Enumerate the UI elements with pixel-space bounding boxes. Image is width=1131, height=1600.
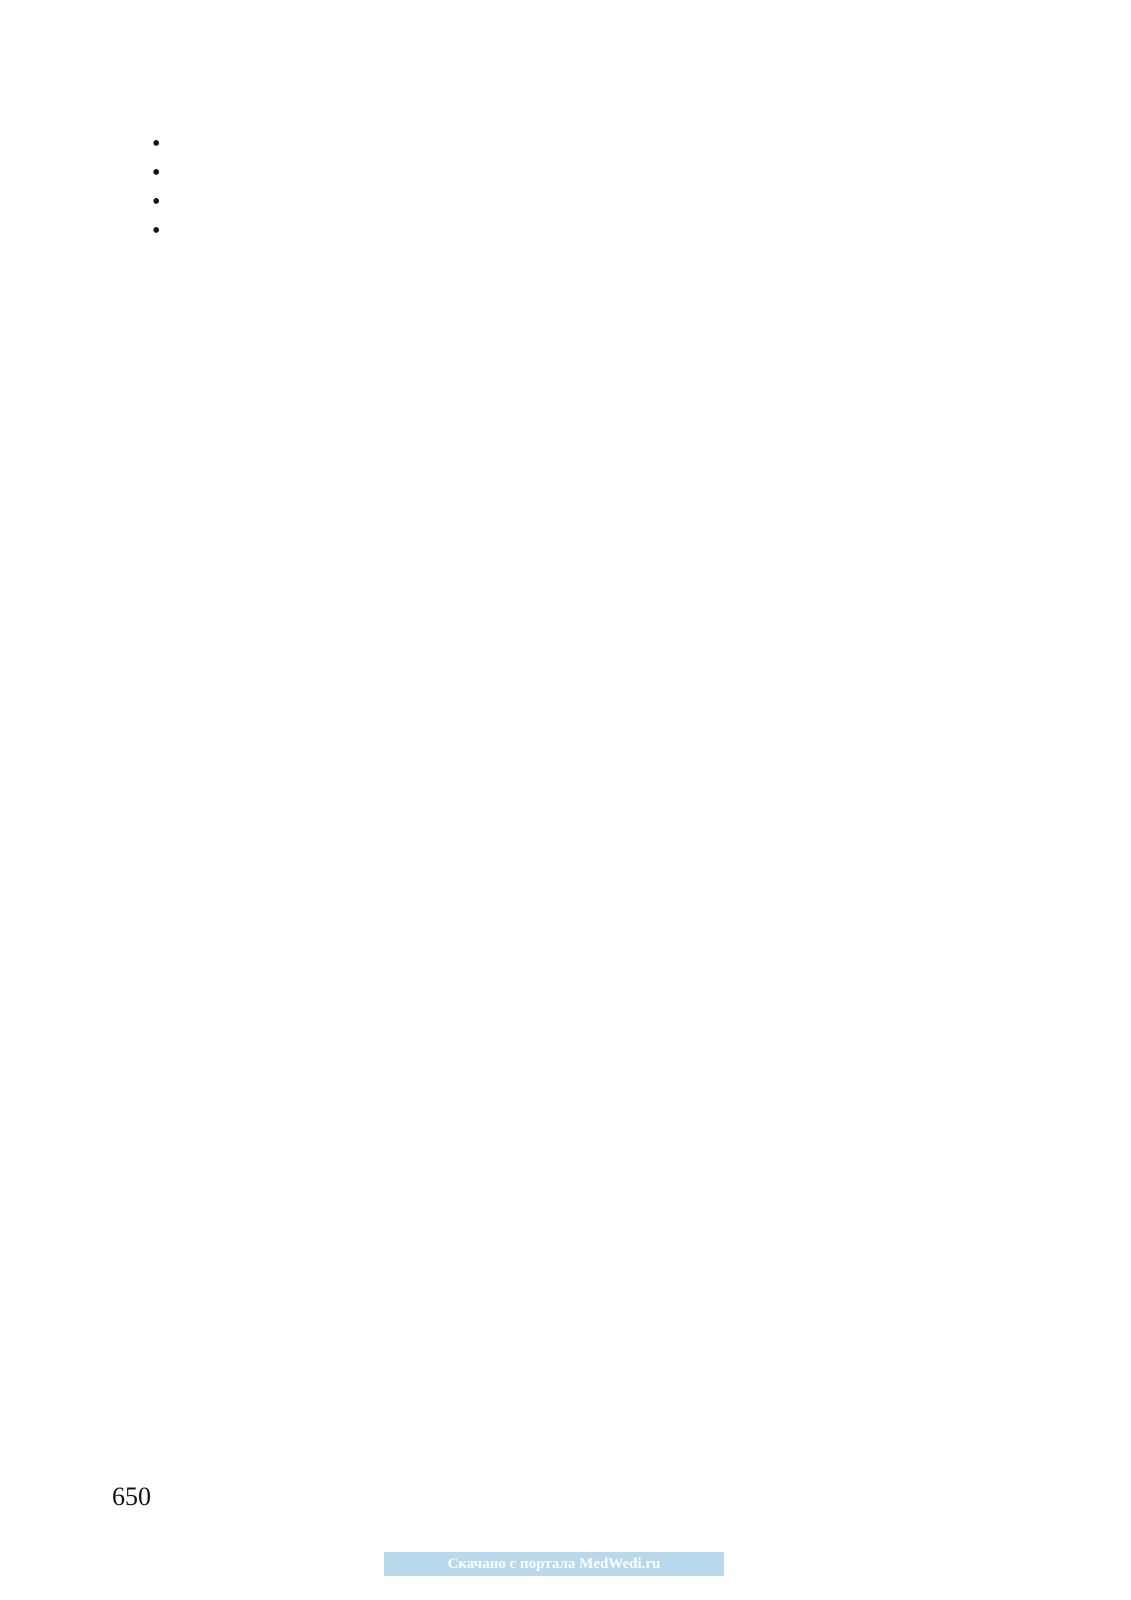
list-item	[152, 159, 1032, 188]
list-item	[152, 130, 1032, 159]
intro-paragraph	[112, 58, 1032, 116]
list-item	[152, 188, 1032, 217]
venom-action-list	[152, 130, 1032, 246]
body-paragraph	[112, 574, 1032, 719]
document-page	[112, 58, 1032, 1458]
list-item	[152, 217, 1032, 246]
source-banner: Скачано с портала MedWedi.ru	[384, 1552, 724, 1576]
body-paragraph	[112, 415, 1032, 560]
body-paragraph	[112, 256, 1032, 401]
page-number: 650	[112, 1482, 151, 1511]
